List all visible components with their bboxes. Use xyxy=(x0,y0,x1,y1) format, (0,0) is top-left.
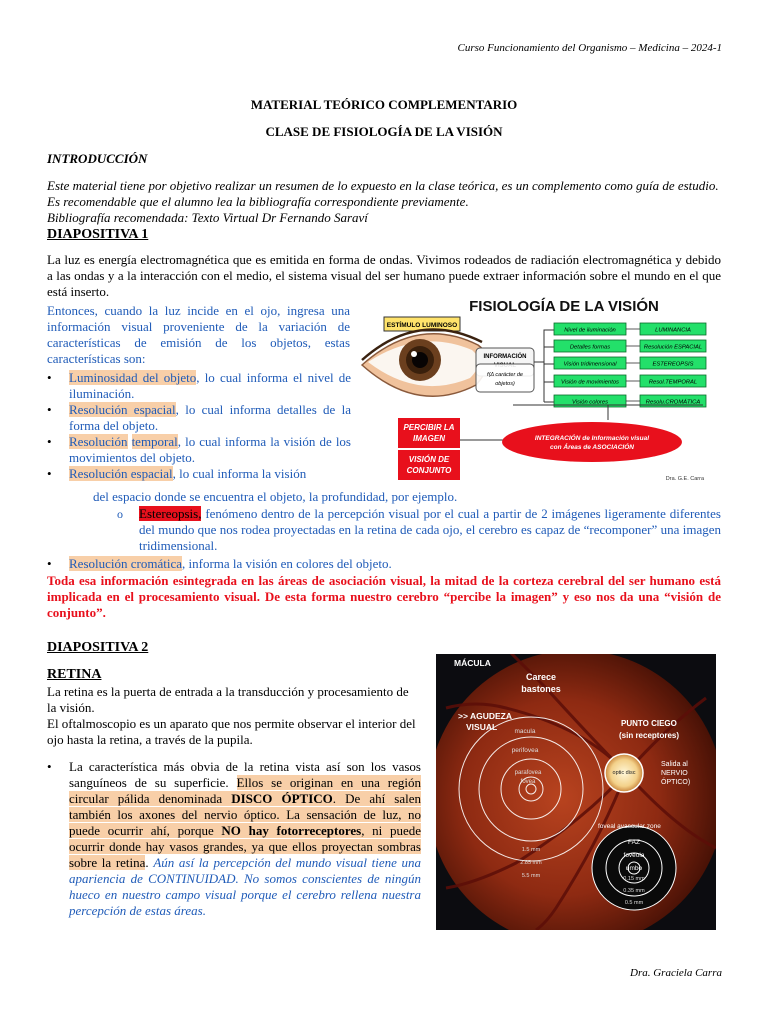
slide2-heading: DIAPOSITIVA 2 xyxy=(47,640,149,655)
dim-left-2: 2.85 mm xyxy=(520,860,542,866)
stimulus-label: ESTÍMULO LUMINOSO xyxy=(386,322,458,329)
char-label-right: Resolu.CROMÁTICA xyxy=(645,399,701,406)
dim-right-3: 0.5 mm xyxy=(624,900,644,906)
slide1-paragraph-1: La luz es energía electromagnética que es emitida en forma de ondas. Vivimos rodeados de radiación electromagnética y debido a las ondas y a la interacción con el medio, el sistema visual del ser humano puede extraer información sobre el mundo en el que está inserto. xyxy=(47,252,721,299)
intro-text xyxy=(47,178,721,226)
acuity-label-1: >> AGUDEZA xyxy=(458,711,513,721)
vision-physiology-diagram xyxy=(358,290,716,486)
bullet-spatial: • Resolución espacial, lo cual informa detalles de la forma del objeto. xyxy=(23,402,351,434)
faz-label: FAZ xyxy=(628,839,640,846)
char-label-right: LUMINANCIA xyxy=(655,327,691,334)
perceive-label-1: PERCIBIR LA xyxy=(403,423,455,432)
bullet-spatial-depth: • Resolución espacial, lo cual informa la visión xyxy=(23,466,351,482)
intro-heading: INTRODUCCIÓN xyxy=(47,151,148,166)
retina-heading: RETINA xyxy=(47,667,102,682)
integration-label-1: INTEGRACIÓN de Información visual xyxy=(534,435,650,442)
ring-label-fovea: fovea xyxy=(520,779,536,785)
delta-label-2: objetos) xyxy=(495,381,515,387)
blind-spot-label-1: PUNTO CIEGO xyxy=(621,719,677,728)
delta-label-1: f(Δ carácter de xyxy=(487,372,523,378)
document-subtitle: CLASE DE FISIOLOGÍA DE LA VISIÓN xyxy=(265,124,503,139)
intro-bibliography: Bibliografía recomendada: Texto Virtual Dr Fernando Saraví xyxy=(47,210,368,225)
slide1-conclusion: Toda esa información esintegrada en las áreas de asociación visual, la mitad de la corteza cerebral del ser humano está implicada en el procesamiento visual. De esta forma nuestro cerebro “percibe la imagen” y eso nos da una “visión de conjunto”. xyxy=(47,573,721,620)
char-label-left: Visión de movimientos xyxy=(561,379,619,386)
exit-label-1: Salida al xyxy=(661,761,688,768)
char-label-left: Detalles formas xyxy=(569,344,611,351)
dim-left-1: 1.5 mm xyxy=(521,847,541,853)
ring-label-parafovea: parafovea xyxy=(514,770,542,776)
macula-label: MÁCULA xyxy=(454,658,491,668)
dim-right-1: 0.15 mm xyxy=(623,876,645,882)
char-label-right: Resolución ESPACIAL xyxy=(643,344,703,351)
document-title: MATERIAL TEÓRICO COMPLEMENTARIO xyxy=(250,97,518,112)
char-label-left: Visión colores xyxy=(572,399,608,406)
no-rods-label-2: bastones xyxy=(521,684,561,694)
ring-label-macula: macula xyxy=(514,728,536,735)
faz-title-label: foveal avascular zone xyxy=(598,823,661,830)
running-footer: Dra. Graciela Carra xyxy=(630,967,722,979)
characteristics-bullets xyxy=(47,370,351,482)
bullet-luminosity: • Luminosidad del objeto, lo cual informa el nivel de iluminación. xyxy=(23,370,351,402)
perceive-label-2: IMAGEN xyxy=(413,434,445,443)
optic-disc-label: optic disc xyxy=(612,770,636,776)
acuity-label-2: VISUAL xyxy=(466,722,498,732)
char-label-left: Nivel de iluminación xyxy=(564,327,616,334)
retina-fundus-image xyxy=(436,648,716,930)
ring-label-perifovea: perifovea xyxy=(511,747,539,754)
foveola-label: foveola xyxy=(623,852,645,859)
info-label-1: INFORMACIÓN xyxy=(483,354,527,360)
slide1-paragraph-2: Entonces, cuando la luz incide en el ojo, ingresa una información visual proveniente de la variación de características de emisión de los objetos, estas características son: xyxy=(47,303,350,366)
exit-label-3: ÓPTICO) xyxy=(661,779,691,786)
char-label-right: ESTEREOPSIS xyxy=(652,361,694,368)
diagram-credit: Dra. G.E. Carra xyxy=(665,476,704,482)
char-label-right: Resol.TEMPORAL xyxy=(648,379,698,386)
dim-left-3: 5.5 mm xyxy=(521,873,541,879)
bullet-chromatic: • Resolución cromática, informa la visión en colores del objeto. xyxy=(47,556,721,572)
char-label-left: Visión tridimensional xyxy=(563,361,617,368)
bullet-spatial-depth-continued: del espacio donde se encuentra el objeto, la profundidad, por ejemplo. xyxy=(93,489,458,504)
stereopsis-subitem: o Estereopsis, fenómeno dentro de la percepción visual por el cual a partir de 2 imágenes ligeramente diferentes del mundo que nos rodea proyectadas en la retina de cada ojo, el cerebro es capaz de “recomponer” una imagen tridimensional. xyxy=(47,506,721,554)
retina-bullet: • La característica más obvia de la retina vista así son los vasos sanguíneos de su superficie. Ellos se originan en una región circular pálida denominada DISCO ÓPTICO. De ahí salen también los axones del nervio óptico. La sensación de luz, no puede ocurrir ahí, porque NO hay fotorreceptores, ni puede ocurrir donde hay vasos grandes, ya que ellos proyectan sombras sobre la retina. Aún así la percepción del mundo visual tiene una apariencia de CONTINUIDAD. No somos conscientes de ningún hueco en nuestro campo visual porque el cerebro rellena nuestra percepción de estas áreas. xyxy=(47,759,421,919)
no-rods-label-1: Carece xyxy=(525,672,557,682)
retina-paragraph-2: El oftalmoscopio es un aparato que nos permite observar el interior del ojo hasta la retina, a través de la pupila. xyxy=(47,716,416,747)
umbo-label: umbo xyxy=(625,865,643,872)
exit-label-2: NERVIO xyxy=(661,770,688,777)
slide1-heading: DIAPOSITIVA 1 xyxy=(47,227,149,242)
running-header: Curso Funcionamiento del Organismo – Medicina – 2024-1 xyxy=(457,42,722,54)
integration-label-2: con Áreas de ASOCIACIÓN xyxy=(550,444,634,451)
whole-label-1: VISIÓN DE xyxy=(408,455,450,464)
bullet-temporal: • Resolución temporal, lo cual informa la visión de los movimientos del objeto. xyxy=(23,434,351,466)
dim-right-2: 0.35 mm xyxy=(623,888,645,894)
blind-spot-label-2: (sin receptores) xyxy=(619,731,680,740)
retina-paragraph-1: La retina es la puerta de entrada a la transducción y procesamiento de la visión. xyxy=(47,684,409,715)
intro-paragraph: Este material tiene por objetivo realizar un resumen de lo expuesto en la clase teórica, es un complemento como guía de estudio. Es recomendable que el alumno lea la bibliografía correspondiente previamente. xyxy=(47,178,719,209)
whole-label-2: CONJUNTO xyxy=(406,466,452,475)
diagram-title: FISIOLOGÍA DE LA VISIÓN xyxy=(469,298,659,315)
